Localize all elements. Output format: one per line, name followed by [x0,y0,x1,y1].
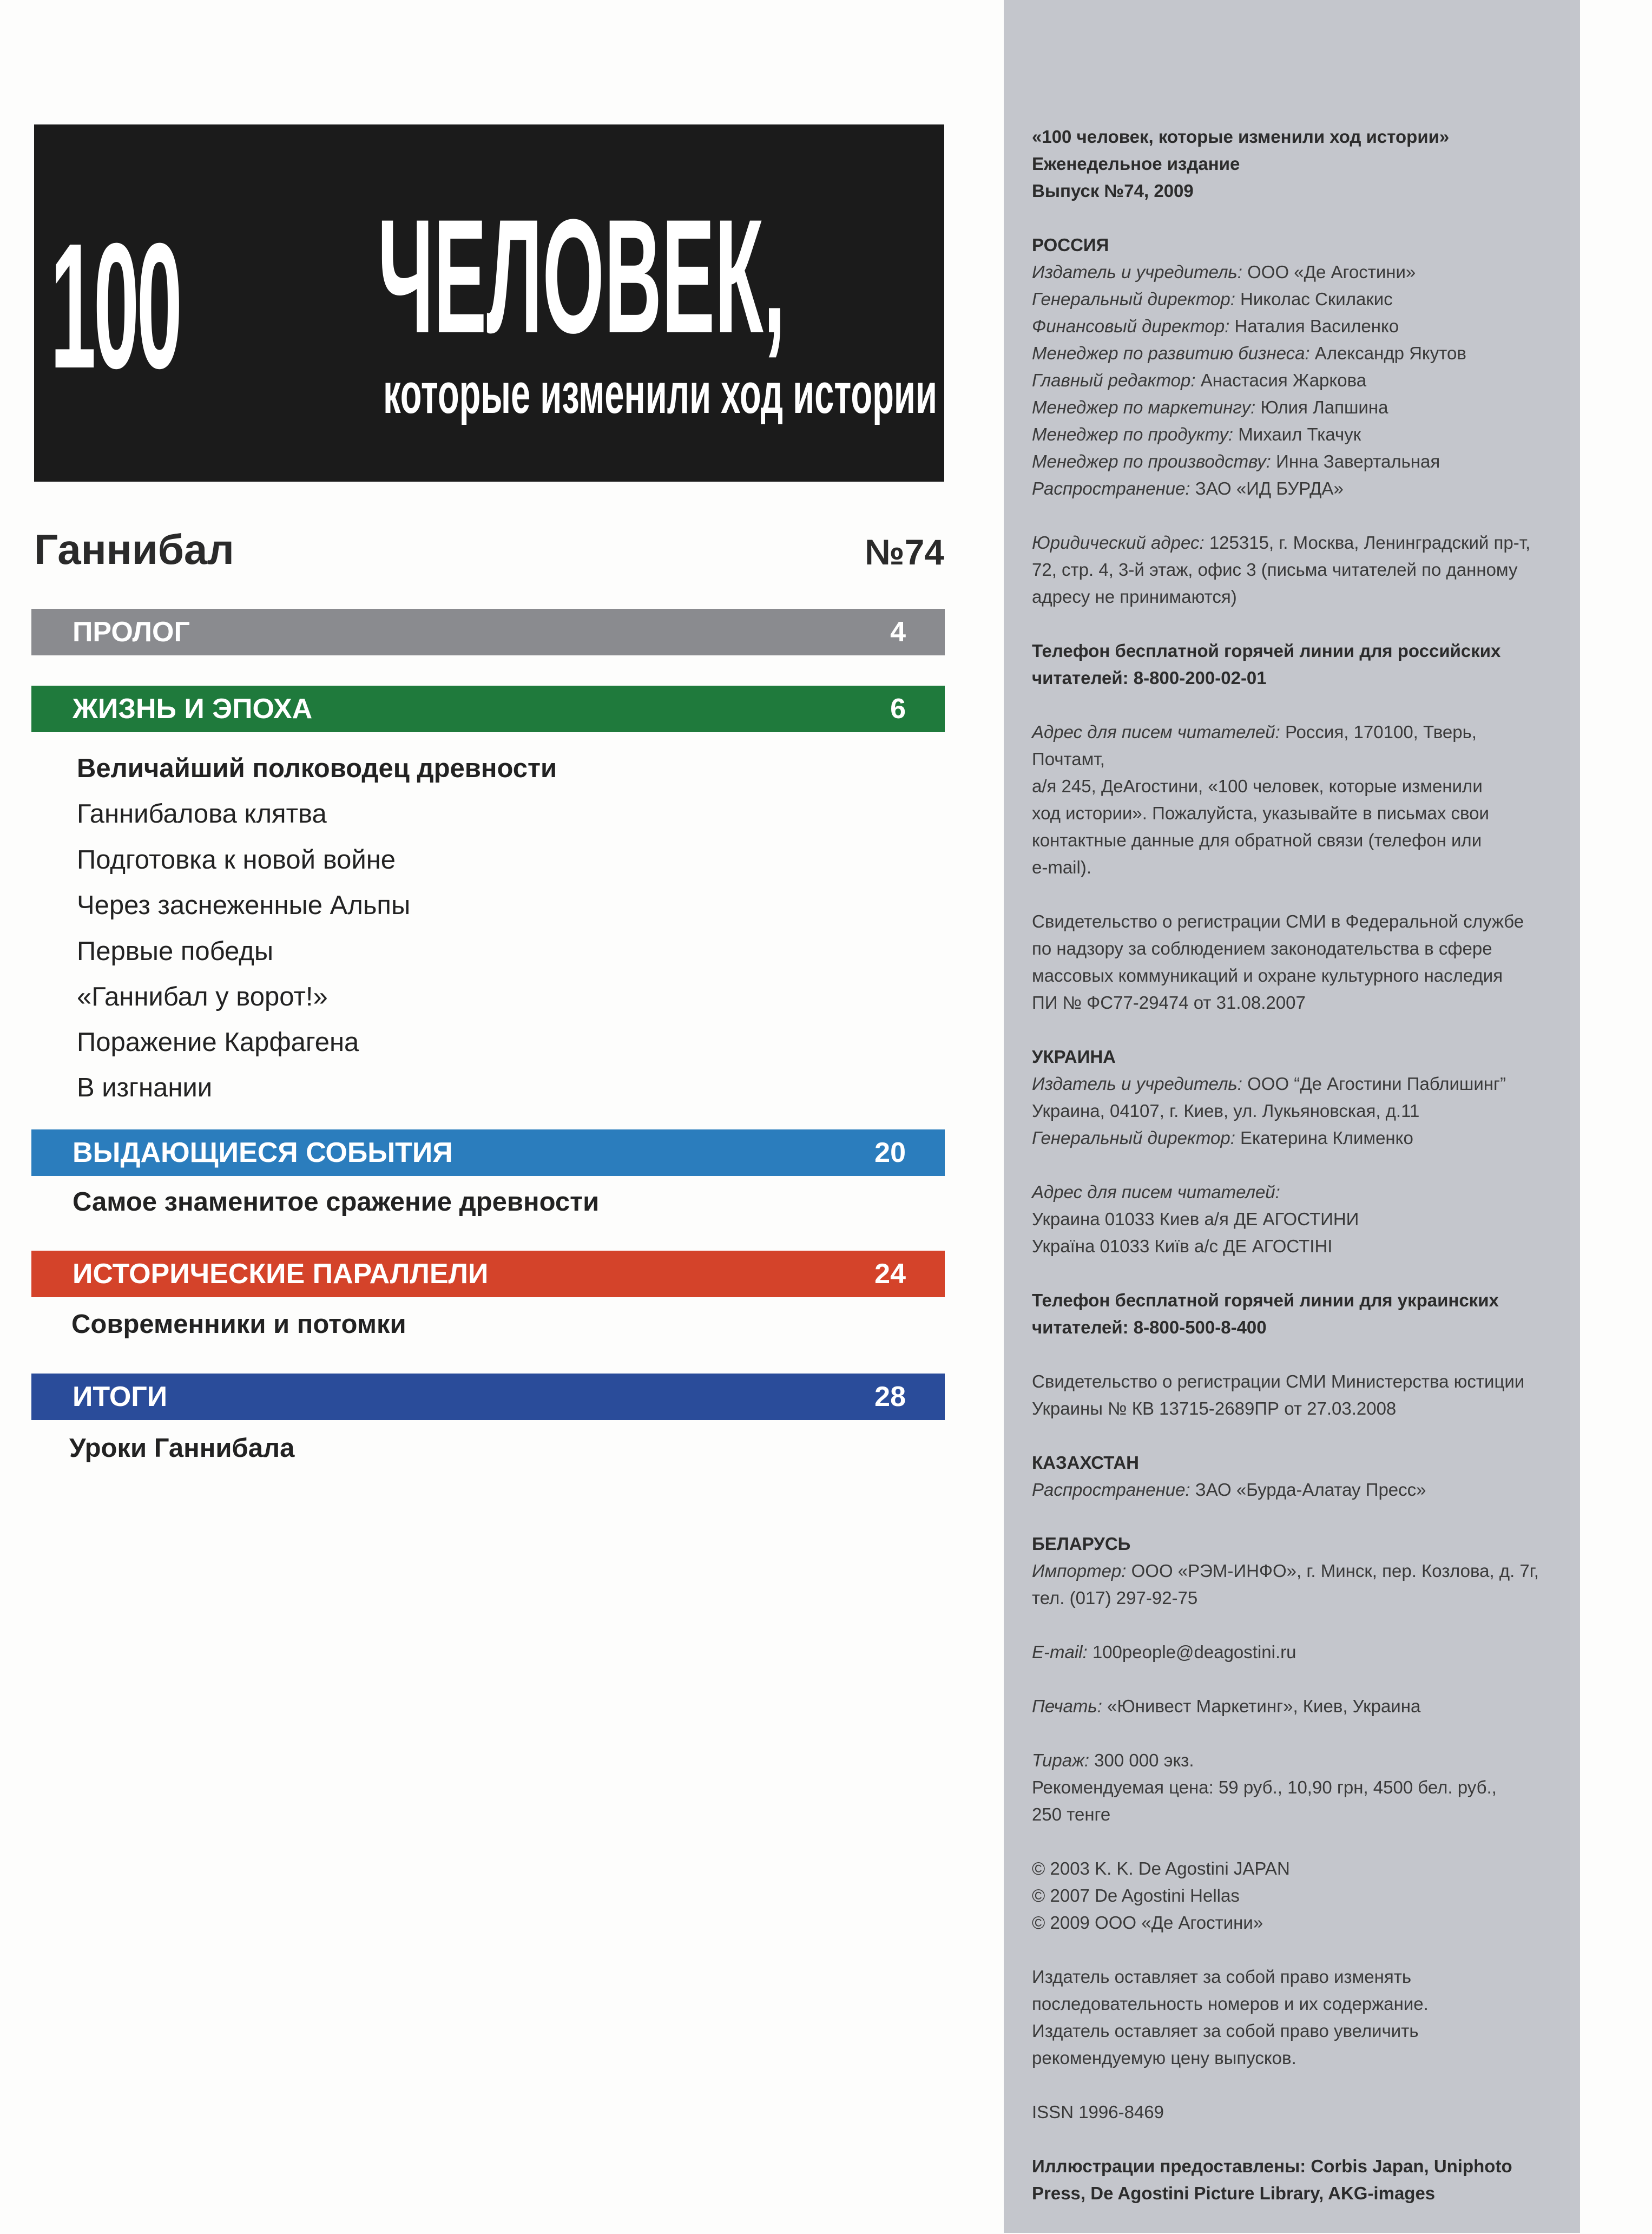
role-value: тел. (017) 297-92-75 [1032,1588,1198,1608]
country-heading: РОССИЯ [1032,235,1109,255]
section-bar-parallels[interactable] [31,1251,945,1297]
role-label: Издатель и учредитель: [1032,262,1242,282]
credits-line: Press, De Agostini Picture Library, AKG-images [1032,2183,1436,2203]
registration-ru: массовых коммуникаций и охране культурного наследия [1032,965,1503,985]
copyright-line: © 2009 ООО «Де Агостини» [1032,1913,1263,1933]
toc-item[interactable]: Уроки Ганнибала [69,1434,295,1463]
hotline-ua: Телефон бесплатной горячей линии для украинских [1032,1290,1499,1310]
role-label: Главный редактор: [1032,370,1196,390]
role-value: Анастасия Жаркова [1195,370,1367,390]
price-line: Рекомендуемая цена: 59 руб., 10,90 грн, 4500 бел. руб., [1032,1777,1497,1797]
section-title: ИТОГИ [73,1381,168,1412]
role-value: ЗАО «ИД БУРДА» [1190,478,1344,498]
role-label: Распространение: [1032,478,1190,498]
role-label: Менеджер по развитию бизнеса: [1032,343,1310,363]
toc-item[interactable]: Самое знаменитое сражение древности [73,1187,600,1217]
imprint-header-line: «100 человек, которые изменили ход истории» [1032,127,1450,147]
email-link[interactable]: 100people@deagostini.ru [1087,1642,1296,1662]
letters-line: Россия, 170100, Тверь, Почтамт, [1032,722,1477,769]
issue-title: Ганнибал [34,525,234,573]
section-title: ВЫДАЮЩИЕСЯ СОБЫТИЯ [73,1137,453,1168]
country-heading: КАЗАХСТАН [1032,1453,1139,1473]
copyright-line: © 2007 De Agostini Hellas [1032,1885,1240,1906]
section-page: 28 [874,1381,906,1412]
print-label: Печать: [1032,1696,1102,1716]
rights-line: Издатель оставляет за собой право увеличить [1032,2021,1419,2041]
print-value: «Юнивест Маркетинг», Киев, Украина [1102,1696,1421,1716]
role-label: Распространение: [1032,1480,1190,1500]
role-label: Менеджер по производству: [1032,451,1271,471]
toc-item[interactable]: Через заснеженные Альпы [77,891,411,920]
legal-address-line: 125315, г. Москва, Ленинградский пр-т, [1204,533,1531,553]
imprint-header-line: Выпуск №74, 2009 [1032,181,1194,201]
legal-address-label: Юридический адрес: [1032,533,1205,553]
role-value: Украина, 04107, г. Киев, ул. Лукьяновская, д.11 [1032,1101,1420,1121]
toc-item[interactable]: Ганнибалова клятва [77,799,327,829]
section-page: 24 [874,1258,906,1290]
rights-line: Издатель оставляет за собой право изменять [1032,1967,1412,1987]
rights-line: рекомендуемую цену выпусков. [1032,2048,1296,2068]
role-value: Николас Скилакис [1235,289,1393,309]
section-page: 20 [874,1137,906,1168]
hotline-ru: Телефон бесплатной горячей линии для российских [1032,641,1501,661]
role-label: Генеральный директор: [1032,1128,1235,1148]
toc-item[interactable]: Первые победы [77,937,274,966]
imprint-text [1032,123,1551,2234]
toc-item[interactable]: Величайший полководец древности [77,754,557,783]
role-label: Менеджер по продукту: [1032,424,1234,444]
registration-ru: ПИ № ФС77-29474 от 31.08.2007 [1032,993,1306,1013]
toc-item[interactable]: Подготовка к новой войне [77,845,396,875]
role-value: Наталия Василенко [1229,316,1399,336]
role-value: Юлия Лапшина [1255,397,1388,417]
toc-item[interactable]: В изгнании [77,1073,213,1102]
legal-address-line: адресу не принимаются) [1032,587,1237,607]
letters-line: Украина 01033 Киев а/я ДЕ АГОСТИНИ [1032,1209,1359,1229]
section-bar-prologue[interactable] [31,609,945,655]
role-label: Генеральный директор: [1032,289,1235,309]
section-title: ИСТОРИЧЕСКИЕ ПАРАЛЛЕЛИ [73,1258,489,1290]
toc-item[interactable]: Поражение Карфагена [77,1028,359,1057]
email-label: E-mail: [1032,1642,1088,1662]
role-value: ООО “Де Агостини Паблишинг” [1242,1074,1506,1094]
issue-number: №74 [865,532,944,572]
role-value: ЗАО «Бурда-Алатау Пресс» [1190,1480,1426,1500]
letters-line: Україна 01033 Київ а/с ДЕ АГОСТІНІ [1032,1236,1333,1256]
section-page: 4 [890,616,906,648]
price-line: 250 тенге [1032,1804,1111,1824]
letters-label: Адрес для писем читателей: [1032,722,1280,742]
role-value: Александр Якутов [1309,343,1466,363]
registration-ru: по надзору за соблюдением законодательства в сфере [1032,938,1492,958]
section-bar-events[interactable] [31,1129,945,1176]
letters-line: e-mail). [1032,857,1092,877]
registration-ru: Свидетельство о регистрации СМИ в Федеральной службе [1032,911,1524,931]
role-value: Инна Завертальная [1271,451,1440,471]
country-heading: УКРАИНА [1032,1047,1116,1067]
role-value: ООО «Де Агостини» [1242,262,1416,282]
section-bar-results[interactable] [31,1374,945,1420]
credits-line: Иллюстрации предоставлены: Corbis Japan, Uniphoto [1032,2156,1512,2176]
role-label: Финансовый директор: [1032,316,1230,336]
registration-ua: Свидетельство о регистрации СМИ Министерства юстиции [1032,1371,1525,1391]
role-value: Екатерина Клименко [1235,1128,1413,1148]
role-label: Менеджер по маркетингу: [1032,397,1256,417]
letters-label: Адрес для писем читателей: [1032,1182,1280,1202]
imprint-header-line: Еженедельное издание [1032,154,1240,174]
role-value: Михаил Ткачук [1233,424,1361,444]
rights-line: последовательность номеров и их содержание. [1032,1994,1429,2014]
copyright-line: © 2003 K. K. De Agostini JAPAN [1032,1858,1290,1878]
masthead-number: 100 [50,206,180,405]
circulation-line: 300 000 экз. [1089,1750,1194,1770]
letters-line: а/я 245, ДеАгостини, «100 человек, которые изменили [1032,776,1483,796]
circulation-label: Тираж: [1032,1750,1089,1770]
masthead [34,124,944,482]
letters-line: контактные данные для обратной связи (телефон или [1032,830,1482,850]
hotline-ua: читателей: 8-800-500-8-400 [1032,1317,1267,1337]
issn: ISSN 1996-8469 [1032,2102,1164,2122]
section-title: ПРОЛОГ [73,616,190,648]
toc-item[interactable]: «Ганнибал у ворот!» [77,982,328,1011]
role-value: ООО «РЭМ-ИНФО», г. Минск, пер. Козлова, д. 7г, [1126,1561,1539,1581]
toc-item[interactable]: Современники и потомки [71,1310,406,1339]
section-page: 6 [890,693,906,725]
section-title: ЖИЗНЬ И ЭПОХА [73,693,313,725]
masthead-title: ЧЕЛОВЕК, [378,185,786,367]
section-bar-life[interactable] [31,686,945,732]
role-label: Издатель и учредитель: [1032,1074,1242,1094]
registration-ua: Украины № КВ 13715-2689ПР от 27.03.2008 [1032,1398,1397,1418]
letters-line: ход истории». Пожалуйста, указывайте в письмах свои [1032,803,1489,823]
role-label: Импортер: [1032,1561,1127,1581]
hotline-ru: читателей: 8-800-200-02-01 [1032,668,1267,688]
legal-address-line: 72, стр. 4, 3-й этаж, офис 3 (письма читателей по данному [1032,560,1518,580]
masthead-subtitle: которые изменили ход истории [383,362,937,425]
country-heading: БЕЛАРУСЬ [1032,1534,1131,1554]
